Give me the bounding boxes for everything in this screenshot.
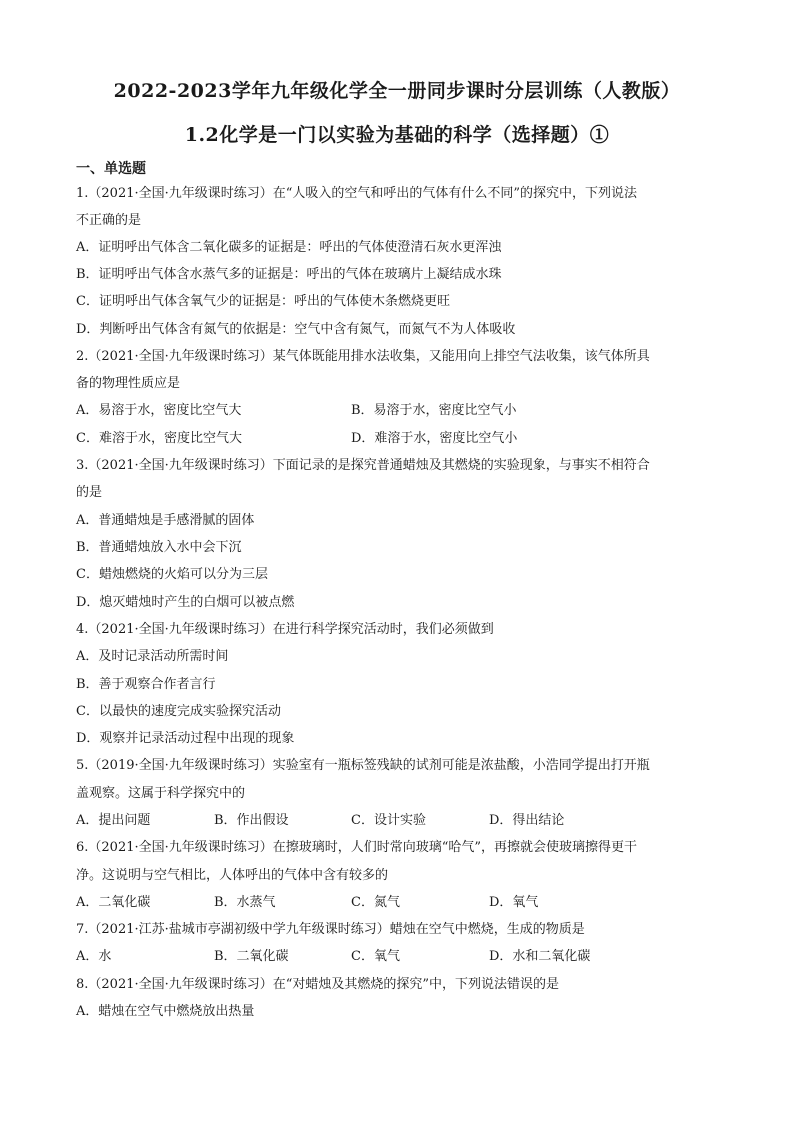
question-5-option-d: D．得出结论 <box>489 813 565 828</box>
question-4-option-c: C．以最快的速度完成实验探究活动 <box>76 704 281 719</box>
question-1-stem-line-1: 1.（2021·全国·九年级课时练习）在“人吸入的空气和呼出的气体有什么不同”的探究中，下列说法 <box>76 186 638 201</box>
question-6-stem-line-1: 6.（2021·全国·九年级课时练习）在擦玻璃时，人们时常向玻璃“哈气”，再擦就会使玻璃擦得更干 <box>76 840 638 855</box>
question-4-option-a: A．及时记录活动所需时间 <box>76 649 229 664</box>
question-2-stem-line-1: 2.（2021·全国·九年级课时练习）某气体既能用排水法收集，又能用向上排空气法收集，该气体所具 <box>76 349 650 364</box>
question-1-option-d: D．判断呼出气体含有氮气的依据是：空气中含有氮气，而氮气不为人体吸收 <box>76 322 516 337</box>
question-2-option-b: B．易溶于水，密度比空气小 <box>351 403 517 418</box>
question-5-stem-line-2: 盖观察。这属于科学探究中的 <box>76 786 246 801</box>
question-7-option-b: B．二氧化碳 <box>214 949 289 964</box>
question-6-option-a: A．二氧化碳 <box>76 895 151 910</box>
question-5-option-b: B．作出假设 <box>214 813 289 828</box>
question-2-stem-line-2: 备的物理性质应是 <box>76 376 181 391</box>
page-subtitle: 1.2化学是一门以实验为基础的科学（选择题）① <box>184 124 610 146</box>
question-1-stem-line-2: 不正确的是 <box>76 213 142 228</box>
question-8-option-a: A．蜡烛在空气中燃烧放出热量 <box>76 1004 255 1019</box>
question-2-option-a: A．易溶于水，密度比空气大 <box>76 403 242 418</box>
question-1-option-a: A．证明呼出气体含二氧化碳多的证据是：呼出的气体使澄清石灰水更浑浊 <box>76 240 502 255</box>
question-3-option-d: D．熄灭蜡烛时产生的白烟可以被点燃 <box>76 595 295 610</box>
question-3-option-b: B．普通蜡烛放入水中会下沉 <box>76 540 242 555</box>
question-6-option-d: D．氧气 <box>489 895 539 910</box>
question-7-option-d: D．水和二氧化碳 <box>489 949 591 964</box>
question-1-option-b: B．证明呼出气体含水蒸气多的证据是：呼出的气体在玻璃片上凝结成水珠 <box>76 267 502 282</box>
question-7-option-c: C．氧气 <box>351 949 400 964</box>
question-6-stem-line-2: 净。这说明与空气相比，人体呼出的气体中含有较多的 <box>76 868 389 883</box>
question-3-stem-line-2: 的是 <box>76 485 103 500</box>
question-7-stem-line-1: 7.（2021·江苏·盐城市亭湖初级中学九年级课时练习）蜡烛在空气中燃烧，生成的物质是 <box>76 922 585 937</box>
question-4-option-b: B．善于观察合作者言行 <box>76 677 216 692</box>
question-3-option-a: A．普通蜡烛是手感滑腻的固体 <box>76 513 255 528</box>
question-1-option-c: C．证明呼出气体含氧气少的证据是：呼出的气体使木条燃烧更旺 <box>76 294 450 309</box>
question-3-stem-line-1: 3.（2021·全国·九年级课时练习）下面记录的是探究普通蜡烛及其燃烧的实验现象，与事实不相符合 <box>76 458 650 473</box>
section-heading: 一、单选题 <box>76 161 146 177</box>
question-3-option-c: C．蜡烛燃烧的火焰可以分为三层 <box>76 567 268 582</box>
page-title: 2022-2023学年九年级化学全一册同步课时分层训练（人教版） <box>113 80 681 102</box>
question-2-option-d: D．难溶于水，密度比空气小 <box>351 431 518 446</box>
question-8-stem-line-1: 8.（2021·全国·九年级课时练习）在“对蜡烛及其燃烧的探究”中，下列说法错误的是 <box>76 977 560 992</box>
question-7-option-a: A．水 <box>76 949 112 964</box>
question-4-option-d: D．观察并记录活动过程中出现的现象 <box>76 731 295 746</box>
question-6-option-c: C．氮气 <box>351 895 400 910</box>
question-4-stem-line-1: 4.（2021·全国·九年级课时练习）在进行科学探究活动时，我们必须做到 <box>76 622 494 637</box>
question-5-stem-line-1: 5.（2019·全国·九年级课时练习）实验室有一瓶标签残缺的试剂可能是浓盐酸，小浩同学提出打开瓶 <box>76 758 650 773</box>
question-5-option-c: C．设计实验 <box>351 813 426 828</box>
question-5-option-a: A．提出问题 <box>76 813 151 828</box>
question-6-option-b: B．水蒸气 <box>214 895 276 910</box>
question-2-option-c: C．难溶于水，密度比空气大 <box>76 431 242 446</box>
